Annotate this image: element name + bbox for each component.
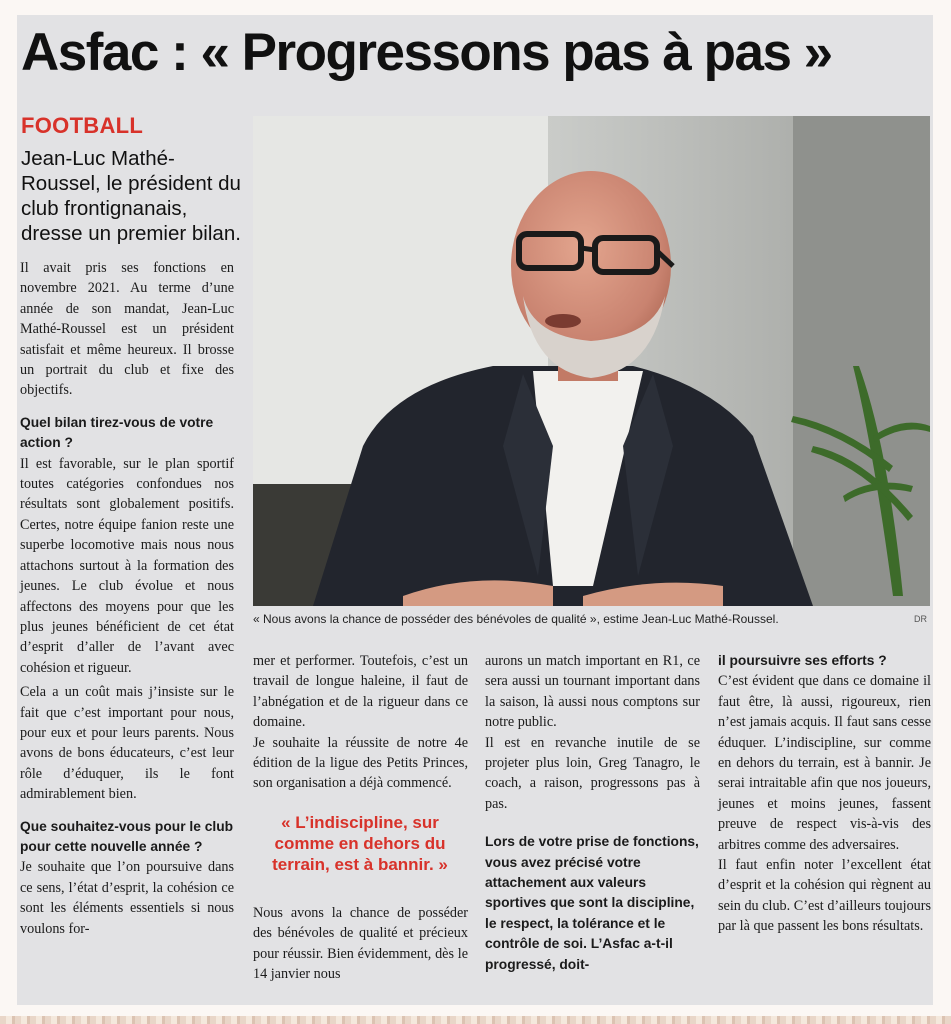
- pull-quote: « L’indiscipline, sur comme en dehors du terrain, est à bannir. »: [272, 813, 448, 874]
- photo-caption: « Nous avons la chance de posséder des bénévoles de qualité », estime Jean-Luc Mathé-Roussel.: [253, 612, 779, 626]
- section-rubric: FOOTBALL: [21, 113, 144, 138]
- article-photo: [253, 116, 930, 606]
- headline: Asfac : « Progressons pas à pas »: [21, 23, 832, 82]
- col3-paragraph-1: aurons un match important en R1, ce sera aussi un tournant important dans la saison, là aussi nous comptons sur notre public.: [485, 653, 700, 731]
- question-2: Que souhaitez-vous pour le club pour cette nouvelle année ?: [20, 818, 234, 854]
- column-4: [718, 651, 931, 937]
- question-1: Quel bilan tirez-vous de votre action ?: [20, 414, 214, 451]
- col2-paragraph-1: mer et performer. Toutefois, c’est un travail de longue haleine, il faut de l’abnégation et de la rigueur dans ce domaine.: [253, 653, 468, 731]
- lede: Jean-Luc Mathé-Roussel, le président du club frontignanais, dresse un premier bilan.: [21, 147, 241, 245]
- col2-paragraph-3: Nous avons la chance de posséder des bénévoles de qualité et précieux pour réussir. Bien évidemment, dès le 14 janvier nous: [253, 905, 468, 983]
- portrait-illustration: [253, 116, 930, 606]
- col3-paragraph-2: Il est en revanche inutile de se projeter plus loin, Greg Tanagro, le coach, a raison, progressons pas à pas.: [485, 734, 700, 812]
- answer-1: Il est favorable, sur le plan sportif toutes catégories confondues nos résultats sont globalement positifs. Certes, notre équipe fanion reste une superbe locomotive mais nous nous attachons surtout à la formation des jeunes. Le club évolue et nous affectons des moyens pour que les plus jeunes bénéficient de cet état d’esprit d’aller de l’avant avec cohésion et rigueur.: [20, 455, 234, 676]
- column-1: [20, 258, 234, 939]
- column-2-bottom: [253, 903, 468, 985]
- intro-paragraph: Il avait pris ses fonctions en novembre 2021. Au terme d’une année de son mandat, Jean-Luc Mathé-Roussel est un président satisfait et même heureux. Il brosse un portrait du club et fixe des objectifs.: [20, 260, 234, 399]
- column-3: [485, 651, 700, 975]
- col2-paragraph-2: Je souhaite la réussite de notre 4e édition de la ligue des Petits Princes, son organisation a déjà commencé.: [253, 734, 468, 792]
- answer-1-continued: Cela a un coût mais j’insiste sur le fait que c’est important pour nous, pour eux et pour leurs parents. Nous avons de bons éducateurs, c’est leur rôle d’éduquer, ils le font admirablement bien.: [20, 684, 234, 803]
- col4-paragraph-1: C’est évident que dans ce domaine il faut être, là aussi, rigoureux, rien n’est jamais acquis. Il faut sans cesse éduquer. L’indiscipline, sur comme en dehors du terrain, est à bannir. Je serai intraitable afin que nos joueurs, jeunes et moins jeunes, fassent preuve de respect vis-à-vis des arbitres comme des adversaires.: [718, 673, 931, 853]
- question-3-end: il poursuivre ses efforts ?: [718, 653, 887, 668]
- background-strip: [0, 1016, 951, 1024]
- column-2: [253, 651, 468, 794]
- answer-2: Je souhaite que l’on poursuive dans ce sens, l’état d’esprit, la cohésion ce sont les éléments essentiels si nous voulons for-: [20, 859, 234, 937]
- col4-paragraph-2: Il faut enfin noter l’excellent état d’esprit et la cohésion qui règnent au sein du club. C’est d’ailleurs toujours par là que passent les bons résultats.: [718, 857, 931, 935]
- photo-credit: DR: [914, 614, 927, 624]
- question-3: Lors de votre prise de fonctions, vous avez précisé votre attachement aux valeurs sportives que sont la discipline, le respect, la tolérance et le contrôle de soi. L’Asfac a-t-il progressé, doit-: [485, 834, 699, 972]
